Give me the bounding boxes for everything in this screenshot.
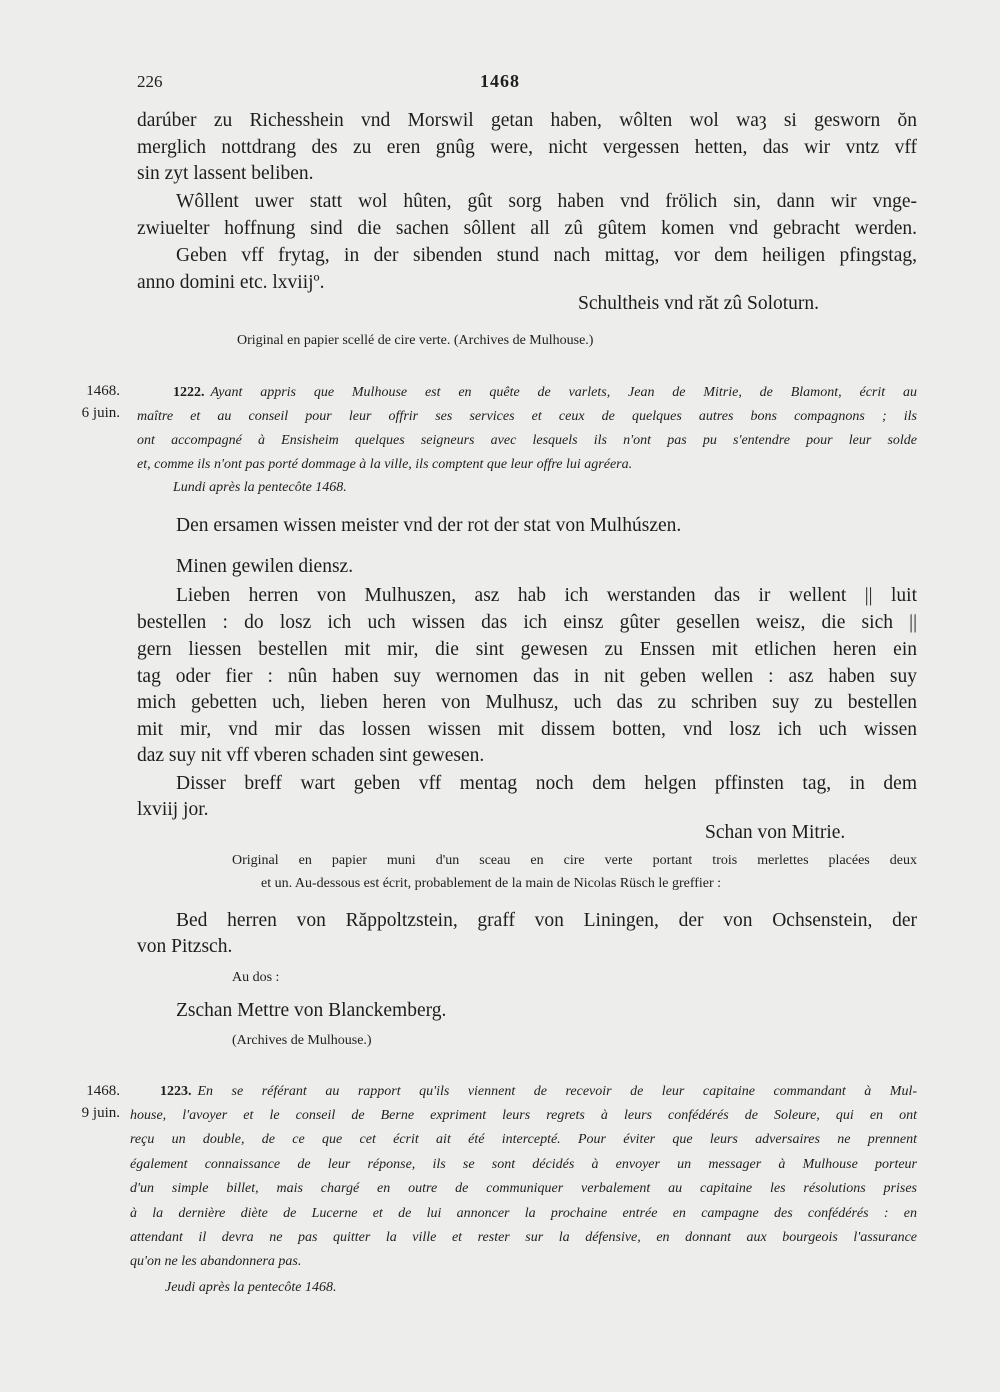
running-head-year: 1468: [480, 71, 520, 91]
note-line: et un. Au-dessous est écrit, probablement de la main de Nicolas Rüsch le greffier :: [261, 876, 722, 891]
summary-line: qu'on ne les abandonnera pas.: [130, 1254, 302, 1269]
dos-text: Zschan Mettre von Blanckemberg.: [176, 1000, 447, 1021]
margin-date: 6 juin.: [81, 405, 120, 421]
margin-date: 9 juin.: [81, 1105, 120, 1121]
summary-text: En se référant au rapport qu'ils viennent de recevoir de leur capitaine commandant à Mul-: [197, 1084, 917, 1099]
text-line: sin zyt lassent beliben.: [137, 163, 314, 184]
note-line: Original en papier muni d'un sceau en cire verte portant trois merlettes placées deux: [232, 853, 917, 868]
au-dos-label: Au dos :: [232, 970, 280, 985]
page-number: 226: [137, 72, 163, 91]
text-line: darúber zu Richesshein vnd Morswil getan haben, wôlten wol waȝ si gesworn ŏn: [137, 110, 917, 131]
source-note: Original en papier scellé de cire verte. (Archives de Mulhouse.): [237, 333, 594, 348]
summary-line: ont accompagné à Ensisheim quelques seigneurs avec lesquels ils n'ont pas pu s'entendre pour leur solde: [137, 433, 917, 448]
greeting-line: Minen gewilen diensz.: [176, 556, 354, 577]
text-line: Wôllent uwer statt wol hûten, gût sorg haben vnd frölich sin, dann wir vnge-: [176, 191, 917, 212]
date-line: Jeudi après la pentecôte 1468.: [165, 1280, 337, 1295]
text-line: bestellen : do losz ich uch wissen das ich einsz gûter gesellen weisz, die sich ||: [137, 612, 917, 633]
text-line: Bed herren von Răppoltzstein, graff von Liningen, der von Ochsenstein, der: [176, 910, 917, 931]
text-line: daz suy nit vff vberen schaden sint gewesen.: [137, 745, 485, 766]
text-line: mich gebetten uch, lieben heren von Mulhusz, uch das zu schriben suy zu bestellen: [137, 692, 917, 713]
text-line: zwiuelter hoffnung sind die sachen sôllent all zû gûtem komen vnd gebracht werden.: [137, 218, 917, 239]
signature: Schan von Mitrie.: [705, 822, 846, 843]
summary-line: reçu un double, de ce que cet écrit ait été intercepté. Pour éviter que leurs adversaires ne prennent: [130, 1132, 917, 1147]
entry-number: 1223.: [160, 1084, 192, 1099]
margin-year: 1468.: [86, 383, 120, 399]
archives-note: (Archives de Mulhouse.): [232, 1033, 372, 1048]
summary-line: à la dernière diète de Lucerne et de lui annoncer la prochaine entrée en campagne des confédérés : en: [130, 1206, 917, 1221]
margin-year: 1468.: [86, 1083, 120, 1099]
text-line: von Pitzsch.: [137, 936, 233, 957]
text-line: gern liessen bestellen mit mir, die sint gewesen zu Enssen mit etlichen heren ein: [137, 639, 917, 660]
summary-line: également connaissance de leur réponse, ils se sont décidés à envoyer un messager à Mulhouse porteur: [130, 1157, 917, 1172]
text-line: anno domini etc. lxviijº.: [137, 272, 325, 293]
signature: Schultheis vnd răt zû Soloturn.: [578, 293, 820, 314]
text-line: mit mir, vnd mir das lossen wissen mit dissem botten, vnd losz ich uch wissen: [137, 719, 917, 740]
summary-text: Ayant appris que Mulhouse est en quête de varlets, Jean de Mitrie, de Blamont, écrit au: [210, 385, 917, 400]
summary-line: maître et au conseil pour leur offrir ses services et ceux de quelques autres bons compagnons ; ils: [137, 409, 917, 424]
summary-line: d'un simple billet, mais chargé en outre de communiquer verbalement au capitaine les résolutions prises: [130, 1181, 917, 1196]
text-line: Geben vff frytag, in der sibenden stund nach mittag, vor dem heiligen pfingstag,: [176, 245, 917, 266]
summary-line: attendant il devra ne pas quitter la ville et rester sur la défensive, en donnant aux bourgeois l'assurance: [130, 1230, 917, 1245]
text-line: Disser breff wart geben vff mentag noch dem helgen pffinsten tag, in dem: [176, 773, 917, 794]
summary-line: house, l'avoyer et le conseil de Berne expriment leurs regrets à leurs confédérés de Soleure, qui en ont: [130, 1108, 917, 1123]
summary-line: [173, 385, 917, 401]
entry-number: 1222.: [173, 385, 205, 400]
address-line: Den ersamen wissen meister vnd der rot der stat von Mulhúszen.: [176, 515, 682, 536]
text-line: merglich nottdrang des zu eren gnûg were, nicht vergessen hetten, das wir vntz vff: [137, 137, 917, 158]
text-line: lxviij jor.: [137, 799, 209, 820]
date-line: Lundi après la pentecôte 1468.: [173, 480, 347, 495]
summary-line: et, comme ils n'ont pas porté dommage à la ville, ils comptent que leur offre lui agréera.: [137, 457, 633, 472]
summary-line: [160, 1084, 917, 1100]
text-line: tag oder fier : nûn haben suy wernomen das in nit geben wellen : asz haben suy: [137, 666, 917, 687]
text-line: Lieben herren von Mulhuszen, asz hab ich werstanden das ir wellent || luit: [176, 585, 917, 606]
